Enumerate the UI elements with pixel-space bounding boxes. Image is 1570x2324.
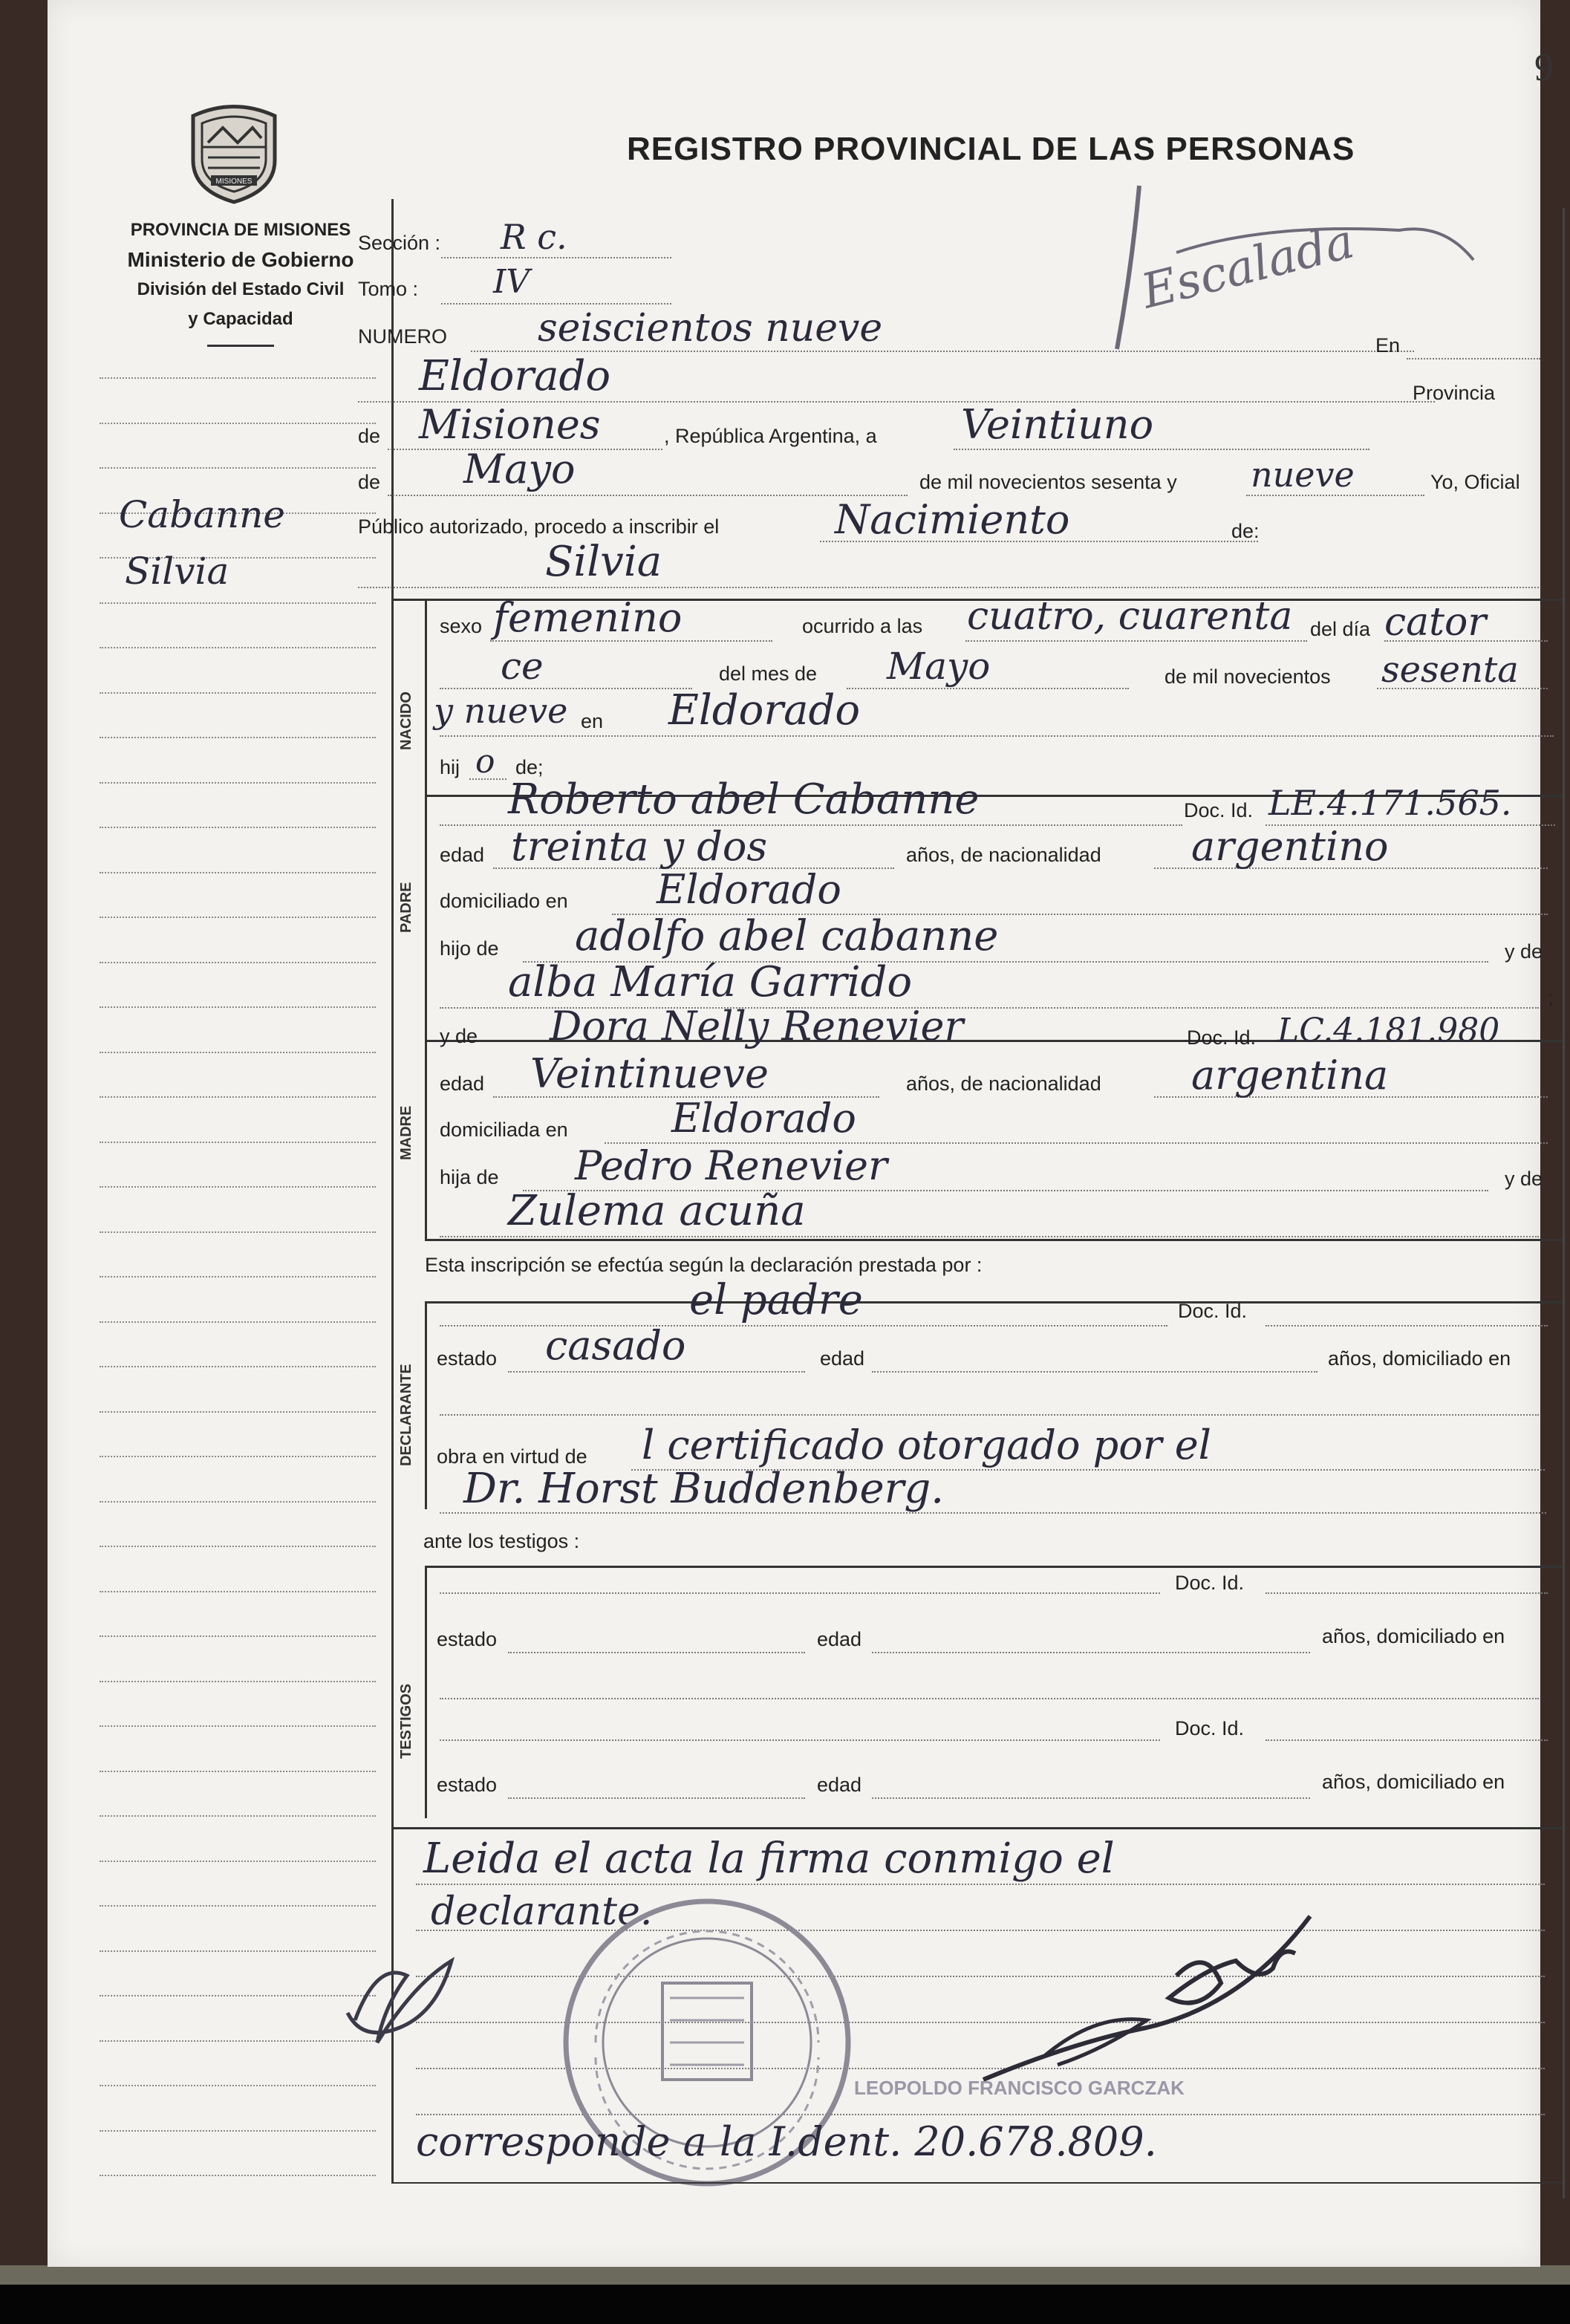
hij-value: o (475, 743, 495, 781)
dia-value: cator (1384, 600, 1487, 645)
padre-nacionalidad-label: años, de nacionalidad (906, 844, 1101, 866)
hora-value: cuatro, cuarenta (967, 594, 1293, 639)
declarant-signature (333, 1931, 481, 2057)
margin-ruling-line (100, 782, 376, 784)
field-line (440, 1698, 1539, 1699)
field-line (872, 1652, 1310, 1653)
field-line (440, 1236, 1539, 1237)
field-line (440, 735, 1554, 737)
madre-edad-value: Veintinueve (530, 1050, 769, 1097)
margin-ruling-line (100, 1321, 376, 1323)
margin-ruling-line (100, 872, 376, 873)
testigo2-estado-label: estado (437, 1774, 498, 1796)
ante-testigos-label: ante los testigos : (423, 1530, 580, 1552)
sexo-value: femenino (493, 594, 683, 641)
field-line (1266, 1739, 1548, 1741)
act-value: Nacimiento (835, 496, 1070, 543)
seccion-value: R c. (501, 217, 567, 257)
ministry-line: PROVINCIA DE MISIONES (130, 220, 351, 240)
declarante-doc-label: Doc. Id. (1178, 1300, 1248, 1322)
padre-edad-value: treinta y dos (511, 823, 768, 870)
ministry-line: División del Estado Civil (137, 279, 345, 299)
field-line (872, 1371, 1317, 1373)
margin-surname: Cabanne (119, 493, 285, 536)
section-left-line (425, 795, 427, 1040)
margin-ruling-line (100, 1096, 376, 1098)
nacido-en-label: en (581, 710, 604, 732)
margin-ruling-line (100, 2130, 376, 2132)
margin-ruling-line (100, 1905, 376, 1907)
testigo1-doc-label: Doc. Id. (1175, 1572, 1245, 1594)
declaracion-intro: Esta inscripción se efectúa según la declaración prestada por : (425, 1254, 983, 1276)
provincia-label: Provincia (1413, 382, 1496, 404)
margin-ruling-line (100, 1411, 376, 1413)
hij-label: hij (440, 756, 460, 778)
testigos-section-label: TESTIGOS (398, 1683, 414, 1759)
margin-ruling-line (100, 1366, 376, 1367)
margin-ruling-line (100, 1771, 376, 1772)
margin-ruling-line (100, 1456, 376, 1457)
margin-ruling-line (100, 467, 376, 469)
month-value: Mayo (463, 446, 576, 492)
field-line (508, 1371, 805, 1373)
declarante-anios-label: años, domiciliado en (1328, 1347, 1511, 1370)
madre-domicilio-value: Eldorado (671, 1095, 856, 1142)
testigo1-edad-label: edad (817, 1628, 862, 1650)
officer-signature (924, 1901, 1340, 2094)
nacido-section-label: NACIDO (398, 691, 414, 750)
field-line (388, 495, 908, 496)
notes-line-1: Leida el acta la firma conmigo el (423, 1835, 1115, 1883)
margin-ruling-line (100, 1725, 376, 1727)
numero-label: NUMERO (358, 325, 447, 348)
madre-madre-de: Zulema acuña (508, 1187, 806, 1235)
anio-label: de mil novecientos (1165, 665, 1331, 688)
margin-ruling-line (100, 1681, 376, 1682)
obra-value: l certificado otorgado por el (642, 1422, 1211, 1468)
frame-left-line (391, 199, 394, 2184)
field-line (440, 1414, 1539, 1416)
testigo2-edad-label: edad (817, 1774, 862, 1796)
madre-domicilio-label: domiciliada en (440, 1119, 568, 1141)
margin-given-name: Silvia (125, 550, 229, 593)
bottom-rule (394, 2182, 1563, 2184)
margin-ruling-line (100, 692, 376, 694)
field-line (508, 1652, 805, 1653)
day-value: Veintiuno (961, 401, 1154, 448)
de-colon-label: de: (1231, 520, 1260, 542)
declarante-section-label: DECLARANTE (398, 1364, 414, 1466)
semicolon: ; (1548, 986, 1554, 1009)
margin-ruling-line (100, 1142, 376, 1143)
section-left-line (425, 1301, 427, 1509)
margin-ruling-line (100, 962, 376, 963)
year-label: de mil novecientos sesenta y (919, 471, 1177, 493)
field-line (440, 688, 692, 689)
madre-y-de-label: y de (440, 1025, 478, 1047)
section-divider (425, 1301, 1563, 1303)
padre-nombre: Roberto abel Cabanne (508, 775, 980, 824)
page-number: 9 (1534, 47, 1554, 89)
padre-edad-label: edad (440, 844, 485, 866)
margin-ruling-line (100, 2085, 376, 2086)
numero-value: seiscientos nueve (538, 306, 883, 351)
margin-ruling-line (100, 1501, 376, 1503)
section-divider (425, 1239, 1563, 1241)
provincial-seal-icon (186, 101, 282, 205)
margin-ruling-line (100, 917, 376, 918)
madre-doc-label: Doc. Id. (1187, 1026, 1257, 1049)
declarante-edad-label: edad (820, 1347, 865, 1370)
margin-ruling-line (100, 1006, 376, 1008)
padre-madre-de: alba María Garrido (508, 958, 913, 1006)
ocurrido-label: ocurrido a las (802, 615, 923, 637)
declarante-nombre: el padre (689, 1276, 863, 1324)
margin-ruling-line (100, 647, 376, 648)
notes-line-3: corresponde a la I.dent. 20.678.809. (416, 2118, 1157, 2165)
ministry-block (77, 215, 404, 347)
declarante-estado-label: estado (437, 1347, 498, 1370)
field-line (1266, 1325, 1548, 1327)
obra-label: obra en virtud de (437, 1445, 587, 1468)
margin-ruling-line (100, 1186, 376, 1188)
margin-ruling-line (100, 1815, 376, 1817)
sexo-label: sexo (440, 615, 483, 637)
madre-hija-de-label: hija de (440, 1166, 499, 1188)
margin-ruling-line (100, 1591, 376, 1592)
margin-ruling-line (100, 1635, 376, 1637)
field-line (508, 1797, 805, 1799)
registrar-signature (1087, 178, 1488, 364)
madre-nacionalidad-label: años, de nacionalidad (906, 1073, 1101, 1095)
padre-domicilio-label: domiciliado en (440, 890, 568, 912)
margin-ruling-line (100, 1052, 376, 1053)
testigo2-anios-label: años, domiciliado en (1322, 1771, 1505, 1793)
padre-doc-value: LE.4.171.565. (1268, 783, 1512, 823)
testigo2-doc-label: Doc. Id. (1175, 1717, 1245, 1739)
hij-de-label: de; (515, 756, 544, 778)
testigo1-estado-label: estado (437, 1628, 498, 1650)
tomo-label: Tomo : (358, 278, 419, 300)
seccion-label: Sección : (358, 232, 441, 254)
field-line (440, 1592, 1160, 1594)
anio-value-continued: y nueve (434, 691, 568, 731)
province-value: Misiones (419, 401, 601, 448)
registrar-signature-text: Escalada (1136, 214, 1360, 320)
document-title: REGISTRO PROVINCIAL DE LAS PERSONAS (627, 131, 1355, 167)
place-value: Eldorado (419, 352, 611, 400)
field-line (358, 587, 1539, 588)
margin-ruling-line (100, 377, 376, 379)
field-line (441, 257, 671, 258)
frame-right-line (1563, 208, 1565, 2198)
padre-section-label: PADRE (398, 882, 414, 933)
margin-ruling-line (100, 827, 376, 828)
seal-text: MISIONES (215, 178, 253, 186)
field-line (872, 1797, 1310, 1799)
section-left-line (425, 1025, 427, 1240)
tomo-value: IV (493, 263, 530, 301)
en-label: En (1375, 334, 1401, 357)
margin-ruling-line (100, 1276, 376, 1277)
binding-strip (0, 2265, 1570, 2285)
footer-bar (0, 2285, 1570, 2324)
madre-nombre: Dora Nelly Renevier (550, 1003, 964, 1049)
field-line (440, 1739, 1160, 1741)
field-line (954, 449, 1369, 450)
field-line (441, 303, 671, 305)
madre-nacionalidad-value: argentina (1191, 1052, 1389, 1098)
ministry-line: Ministerio de Gobierno (127, 248, 354, 271)
section-divider (425, 1566, 1563, 1568)
mes-label: del mes de (719, 663, 818, 685)
document-page (48, 0, 1554, 2267)
notes-ruling-line (416, 1884, 1545, 1885)
madre-y-de-label: y de (1505, 1168, 1543, 1190)
padre-nacionalidad-value: argentino (1191, 823, 1389, 870)
field-line (965, 640, 1307, 642)
margin-ruling-line (100, 602, 376, 604)
padre-doc-label: Doc. Id. (1184, 799, 1254, 821)
madre-section-label: MADRE (398, 1105, 414, 1160)
testigo1-anios-label: años, domiciliado en (1322, 1625, 1505, 1647)
madre-padre-de: Pedro Renevier (575, 1142, 887, 1189)
mes-value: Mayo (887, 645, 991, 688)
section-left-line (425, 599, 427, 795)
notes-line-2: declarante. (431, 1890, 653, 1934)
margin-ruling-line (100, 1231, 376, 1233)
obra-value-continued: Dr. Horst Buddenberg. (463, 1465, 945, 1513)
divider (207, 345, 274, 347)
ministry-line: y Capacidad (188, 309, 293, 329)
field-line (1246, 495, 1424, 496)
padre-hijo-de-label: hijo de (440, 937, 499, 960)
oficial-label: Yo, Oficial (1430, 471, 1520, 493)
field-line (1266, 1592, 1548, 1594)
padre-domicilio-value: Eldorado (657, 866, 841, 913)
madre-doc-value: LC.4.181.980 (1277, 1012, 1500, 1049)
padre-padre-de: adolfo abel cabanne (575, 912, 999, 960)
year-value: nueve (1251, 455, 1355, 495)
dia-value-continued: ce (501, 645, 544, 688)
de-label: de (358, 425, 381, 447)
declarante-estado-value: casado (545, 1322, 686, 1369)
section-divider (394, 1827, 1563, 1829)
del-dia-label: del día (1310, 618, 1371, 640)
margin-ruling-line (100, 2175, 376, 2176)
republica-label: , República Argentina, a (664, 425, 877, 447)
margin-ruling-line (100, 423, 376, 424)
section-left-line (425, 1566, 427, 1818)
de-label: de (358, 471, 381, 493)
madre-edad-label: edad (440, 1073, 485, 1095)
publico-label: Público autorizado, procedo a inscribir el (358, 515, 720, 538)
field-line (847, 688, 1129, 689)
anio-value: sesenta (1381, 649, 1519, 691)
padre-y-de-label: y de (1505, 940, 1543, 963)
officer-stamp: LEOPOLDO FRANCISCO GARCZAK (854, 2077, 1185, 2099)
margin-ruling-line (100, 1546, 376, 1547)
lugar-value: Eldorado (668, 686, 861, 735)
margin-ruling-line (100, 737, 376, 738)
person-value: Silvia (545, 538, 662, 586)
margin-ruling-line (100, 1861, 376, 1862)
